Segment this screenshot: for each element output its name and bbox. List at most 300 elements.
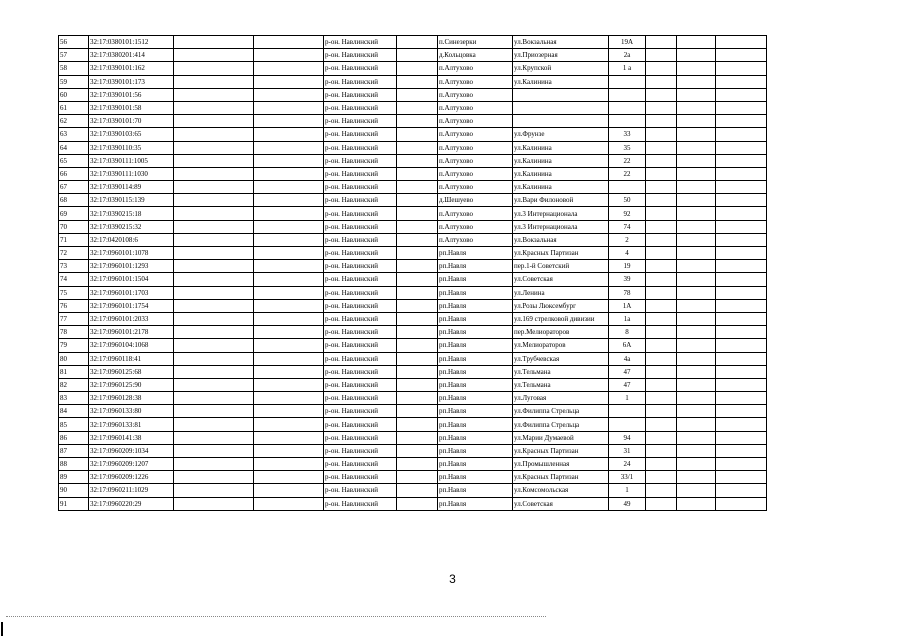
- cell-empty: [677, 458, 716, 471]
- cell-empty: [254, 299, 324, 312]
- cell-empty: [254, 405, 324, 418]
- cell-num: 64: [59, 141, 89, 154]
- cell-empty: [174, 194, 254, 207]
- cell-street: ул.Марии Думаевой: [513, 431, 609, 444]
- cell-empty: [646, 392, 677, 405]
- cell-street: ул.Трубчевская: [513, 352, 609, 365]
- cell-street: ул.Красных Партизан: [513, 444, 609, 457]
- cell-empty: [397, 484, 438, 497]
- cell-house: [609, 101, 646, 114]
- cell-empty: [174, 167, 254, 180]
- cell-locality: д.Кольцовка: [438, 49, 513, 62]
- cell-street: ул.3 Интернационала: [513, 207, 609, 220]
- cell-locality: п.Алтухово: [438, 115, 513, 128]
- cell-cadastral: 32:17:0960133:81: [89, 418, 174, 431]
- cell-empty: [677, 405, 716, 418]
- cell-district: р-он. Навлинский: [324, 154, 397, 167]
- table-row: [59, 365, 767, 378]
- cell-locality: рп.Навля: [438, 418, 513, 431]
- cell-num: 79: [59, 339, 89, 352]
- cell-empty: [174, 181, 254, 194]
- cell-empty: [254, 194, 324, 207]
- cell-empty: [677, 273, 716, 286]
- cell-cadastral: 32:17:0960101:1293: [89, 260, 174, 273]
- cell-empty: [646, 339, 677, 352]
- cell-cadastral: 32:17:0390103:65: [89, 128, 174, 141]
- cell-street: ул.169 стрелковой дивизии: [513, 312, 609, 325]
- cell-empty: [254, 471, 324, 484]
- cell-locality: п.Алтухово: [438, 181, 513, 194]
- table-row: [59, 49, 767, 62]
- cell-district: р-он. Навлинский: [324, 444, 397, 457]
- cell-empty: [716, 444, 767, 457]
- cell-empty: [397, 167, 438, 180]
- cell-locality: п.Алтухово: [438, 128, 513, 141]
- cell-empty: [646, 444, 677, 457]
- cell-locality: рп.Навля: [438, 273, 513, 286]
- cell-house: 31: [609, 444, 646, 457]
- cell-empty: [397, 392, 438, 405]
- cell-street: ул.Крупской: [513, 62, 609, 75]
- cell-empty: [254, 247, 324, 260]
- cell-district: р-он. Навлинский: [324, 352, 397, 365]
- cell-locality: п.Алтухово: [438, 75, 513, 88]
- cell-district: р-он. Навлинский: [324, 299, 397, 312]
- table-row: [59, 247, 767, 260]
- cell-empty: [174, 128, 254, 141]
- cell-street: ул.Тельмана: [513, 378, 609, 391]
- property-registry-table: [58, 35, 767, 511]
- cell-street: ул.Красных Партизан: [513, 247, 609, 260]
- cell-empty: [677, 88, 716, 101]
- cell-empty: [716, 115, 767, 128]
- cell-empty: [397, 299, 438, 312]
- cell-district: р-он. Навлинский: [324, 392, 397, 405]
- cell-empty: [677, 115, 716, 128]
- cell-house: 47: [609, 378, 646, 391]
- cell-empty: [174, 418, 254, 431]
- cell-street: [513, 115, 609, 128]
- cell-district: р-он. Навлинский: [324, 365, 397, 378]
- cell-empty: [397, 471, 438, 484]
- cell-house: [609, 115, 646, 128]
- cell-locality: п.Алтухово: [438, 233, 513, 246]
- cell-empty: [646, 273, 677, 286]
- cell-empty: [646, 62, 677, 75]
- cell-empty: [646, 115, 677, 128]
- cell-street: ул.Филиппа Стрельца: [513, 405, 609, 418]
- cell-empty: [254, 260, 324, 273]
- cell-house: 33: [609, 128, 646, 141]
- cell-empty: [174, 497, 254, 510]
- cell-empty: [716, 365, 767, 378]
- cell-district: р-он. Навлинский: [324, 458, 397, 471]
- cell-street: ул.Луговая: [513, 392, 609, 405]
- table-row: [59, 101, 767, 114]
- cell-house: 1 а: [609, 62, 646, 75]
- table-row: [59, 128, 767, 141]
- table-row: [59, 154, 767, 167]
- cell-locality: рп.Навля: [438, 286, 513, 299]
- cell-empty: [397, 181, 438, 194]
- cell-num: 57: [59, 49, 89, 62]
- cell-num: 72: [59, 247, 89, 260]
- cell-district: р-он. Навлинский: [324, 484, 397, 497]
- cell-cadastral: 32:17:0960128:38: [89, 392, 174, 405]
- cell-empty: [677, 62, 716, 75]
- cell-street: ул.Ленина: [513, 286, 609, 299]
- cell-cadastral: 32:17:0960101:1504: [89, 273, 174, 286]
- cell-empty: [254, 286, 324, 299]
- cell-num: 88: [59, 458, 89, 471]
- cell-empty: [254, 115, 324, 128]
- cell-cadastral: 32:17:0390111:1030: [89, 167, 174, 180]
- cell-locality: п.Алтухово: [438, 141, 513, 154]
- cell-cadastral: 32:17:0960133:80: [89, 405, 174, 418]
- cell-street: ул.Комсомольская: [513, 484, 609, 497]
- table-row: [59, 418, 767, 431]
- cell-cadastral: 32:17:0960220:29: [89, 497, 174, 510]
- cell-district: р-он. Навлинский: [324, 378, 397, 391]
- cell-num: 73: [59, 260, 89, 273]
- cell-empty: [397, 431, 438, 444]
- table-row: [59, 115, 767, 128]
- cell-empty: [716, 260, 767, 273]
- cell-empty: [254, 49, 324, 62]
- cell-house: 50: [609, 194, 646, 207]
- cell-num: 77: [59, 312, 89, 325]
- cell-locality: рп.Навля: [438, 247, 513, 260]
- cell-street: ул.Мелиораторов: [513, 339, 609, 352]
- cell-district: р-он. Навлинский: [324, 339, 397, 352]
- cell-house: 19А: [609, 36, 646, 49]
- cell-empty: [716, 326, 767, 339]
- cell-street: ул.Калинина: [513, 75, 609, 88]
- cell-empty: [397, 273, 438, 286]
- cell-num: 78: [59, 326, 89, 339]
- cell-locality: рп.Навля: [438, 378, 513, 391]
- cell-empty: [254, 431, 324, 444]
- cell-empty: [254, 312, 324, 325]
- cell-empty: [716, 339, 767, 352]
- cell-empty: [716, 352, 767, 365]
- table-row: [59, 497, 767, 510]
- cell-district: р-он. Навлинский: [324, 497, 397, 510]
- cell-num: 67: [59, 181, 89, 194]
- table-row: [59, 220, 767, 233]
- cell-empty: [397, 247, 438, 260]
- cell-district: р-он. Навлинский: [324, 471, 397, 484]
- cell-empty: [254, 75, 324, 88]
- cell-cadastral: 32:17:0960209:1034: [89, 444, 174, 457]
- cell-cadastral: 32:17:0960104:1068: [89, 339, 174, 352]
- cell-street: [513, 88, 609, 101]
- cell-empty: [397, 378, 438, 391]
- cell-locality: п.Алтухово: [438, 88, 513, 101]
- table-row: [59, 458, 767, 471]
- cell-empty: [254, 497, 324, 510]
- cell-empty: [174, 444, 254, 457]
- cell-empty: [646, 260, 677, 273]
- table-row: [59, 431, 767, 444]
- cell-empty: [646, 154, 677, 167]
- cell-empty: [397, 36, 438, 49]
- cell-empty: [646, 286, 677, 299]
- cell-empty: [646, 352, 677, 365]
- cell-cadastral: 32:17:0960101:1703: [89, 286, 174, 299]
- cell-cadastral: 32:17:0390101:162: [89, 62, 174, 75]
- cell-empty: [677, 128, 716, 141]
- cell-empty: [174, 88, 254, 101]
- cell-house: 4: [609, 247, 646, 260]
- cell-empty: [677, 312, 716, 325]
- cell-num: 87: [59, 444, 89, 457]
- cell-num: 85: [59, 418, 89, 431]
- cell-empty: [397, 75, 438, 88]
- cell-num: 82: [59, 378, 89, 391]
- cell-empty: [174, 365, 254, 378]
- cell-empty: [397, 88, 438, 101]
- cell-cadastral: 32:17:0960209:1226: [89, 471, 174, 484]
- cell-locality: д.Шешуево: [438, 194, 513, 207]
- cell-num: 60: [59, 88, 89, 101]
- cell-empty: [716, 247, 767, 260]
- cell-num: 58: [59, 62, 89, 75]
- cell-house: 8: [609, 326, 646, 339]
- cell-empty: [397, 352, 438, 365]
- cell-locality: рп.Навля: [438, 444, 513, 457]
- cell-street: ул.Красных Партизан: [513, 471, 609, 484]
- cell-num: 75: [59, 286, 89, 299]
- cell-empty: [646, 207, 677, 220]
- cell-cadastral: 32:17:0390101:173: [89, 75, 174, 88]
- cell-empty: [646, 141, 677, 154]
- cell-district: р-он. Навлинский: [324, 418, 397, 431]
- cell-house: 22: [609, 154, 646, 167]
- cell-street: ул.Филиппа Стрельца: [513, 418, 609, 431]
- cell-cadastral: 32:17:0390115:139: [89, 194, 174, 207]
- cell-district: р-он. Навлинский: [324, 326, 397, 339]
- cell-num: 66: [59, 167, 89, 180]
- cell-empty: [174, 154, 254, 167]
- cell-house: 74: [609, 220, 646, 233]
- cell-district: р-он. Навлинский: [324, 220, 397, 233]
- cell-empty: [174, 207, 254, 220]
- cell-empty: [677, 141, 716, 154]
- cell-cadastral: 32:17:0390111:1005: [89, 154, 174, 167]
- table-row: [59, 233, 767, 246]
- cell-empty: [646, 378, 677, 391]
- cell-district: р-он. Навлинский: [324, 181, 397, 194]
- cell-empty: [254, 233, 324, 246]
- cell-empty: [254, 444, 324, 457]
- cell-house: 92: [609, 207, 646, 220]
- cell-num: 89: [59, 471, 89, 484]
- table-row: [59, 75, 767, 88]
- cell-house: 94: [609, 431, 646, 444]
- cell-empty: [716, 431, 767, 444]
- table-row: [59, 194, 767, 207]
- cell-street: ул.Тельмана: [513, 365, 609, 378]
- cell-empty: [174, 312, 254, 325]
- cell-cadastral: 32:17:0960118:41: [89, 352, 174, 365]
- cell-empty: [254, 167, 324, 180]
- cell-empty: [397, 260, 438, 273]
- cell-cadastral: 32:17:0960211:1029: [89, 484, 174, 497]
- cell-locality: рп.Навля: [438, 339, 513, 352]
- cell-district: р-он. Навлинский: [324, 115, 397, 128]
- cell-cadastral: 32:17:0380101:1512: [89, 36, 174, 49]
- cell-empty: [677, 181, 716, 194]
- cell-empty: [677, 352, 716, 365]
- cell-empty: [646, 484, 677, 497]
- cell-cadastral: 32:17:0960101:1078: [89, 247, 174, 260]
- cell-district: р-он. Навлинский: [324, 247, 397, 260]
- table-row: [59, 299, 767, 312]
- cell-empty: [397, 128, 438, 141]
- cell-locality: рп.Навля: [438, 392, 513, 405]
- cell-empty: [716, 128, 767, 141]
- cell-num: 84: [59, 405, 89, 418]
- cell-empty: [397, 444, 438, 457]
- cell-num: 90: [59, 484, 89, 497]
- cell-empty: [174, 49, 254, 62]
- cell-house: 47: [609, 365, 646, 378]
- cell-empty: [397, 312, 438, 325]
- cell-empty: [677, 431, 716, 444]
- cell-empty: [646, 431, 677, 444]
- cell-empty: [646, 458, 677, 471]
- table-row: [59, 88, 767, 101]
- cell-empty: [174, 233, 254, 246]
- cell-cadastral: 32:17:0960209:1207: [89, 458, 174, 471]
- cell-empty: [174, 392, 254, 405]
- table-row: [59, 260, 767, 273]
- cell-empty: [174, 326, 254, 339]
- cell-cadastral: 32:17:0960101:1754: [89, 299, 174, 312]
- cell-empty: [677, 378, 716, 391]
- cell-house: 22: [609, 167, 646, 180]
- cell-district: р-он. Навлинский: [324, 167, 397, 180]
- cell-locality: п.Алтухово: [438, 62, 513, 75]
- cell-empty: [677, 233, 716, 246]
- cell-house: 1: [609, 484, 646, 497]
- cell-street: ул.Калинина: [513, 141, 609, 154]
- cell-street: ул.Вокзальная: [513, 233, 609, 246]
- table-body: [59, 36, 767, 511]
- cell-locality: рп.Навля: [438, 458, 513, 471]
- cell-num: 81: [59, 365, 89, 378]
- cell-house: 1А: [609, 299, 646, 312]
- table-row: [59, 378, 767, 391]
- cell-num: 86: [59, 431, 89, 444]
- cell-cadastral: 32:17:0960101:2033: [89, 312, 174, 325]
- cell-empty: [716, 273, 767, 286]
- cell-empty: [677, 365, 716, 378]
- cell-empty: [254, 365, 324, 378]
- cell-empty: [397, 458, 438, 471]
- cell-empty: [677, 247, 716, 260]
- cell-empty: [646, 405, 677, 418]
- cell-empty: [716, 194, 767, 207]
- cell-district: р-он. Навлинский: [324, 431, 397, 444]
- cell-empty: [716, 181, 767, 194]
- cell-empty: [174, 36, 254, 49]
- cell-house: 6А: [609, 339, 646, 352]
- cell-cadastral: 32:17:0390101:58: [89, 101, 174, 114]
- cell-empty: [254, 273, 324, 286]
- cell-empty: [174, 458, 254, 471]
- cell-empty: [254, 458, 324, 471]
- cell-district: р-он. Навлинский: [324, 101, 397, 114]
- cell-empty: [254, 101, 324, 114]
- cell-empty: [716, 62, 767, 75]
- cell-empty: [677, 497, 716, 510]
- cell-empty: [716, 418, 767, 431]
- cell-cadastral: 32:17:0380201:414: [89, 49, 174, 62]
- cell-empty: [677, 418, 716, 431]
- cell-locality: рп.Навля: [438, 260, 513, 273]
- cell-num: 65: [59, 154, 89, 167]
- cell-empty: [254, 207, 324, 220]
- cell-locality: рп.Навля: [438, 484, 513, 497]
- table-row: [59, 484, 767, 497]
- cell-street: ул.Советская: [513, 497, 609, 510]
- cell-empty: [646, 326, 677, 339]
- cell-empty: [174, 62, 254, 75]
- cell-cadastral: 32:17:0960125:90: [89, 378, 174, 391]
- cell-empty: [716, 299, 767, 312]
- cell-empty: [397, 207, 438, 220]
- cell-district: р-он. Навлинский: [324, 49, 397, 62]
- table-row: [59, 273, 767, 286]
- cell-district: р-он. Навлинский: [324, 405, 397, 418]
- cell-empty: [254, 352, 324, 365]
- cell-empty: [646, 88, 677, 101]
- cell-locality: рп.Навля: [438, 471, 513, 484]
- cell-street: ул.Розы Люксембург: [513, 299, 609, 312]
- cell-empty: [677, 220, 716, 233]
- cell-num: 70: [59, 220, 89, 233]
- cell-district: р-он. Навлинский: [324, 286, 397, 299]
- cell-empty: [716, 207, 767, 220]
- cell-house: [609, 75, 646, 88]
- cell-district: р-он. Навлинский: [324, 207, 397, 220]
- cell-district: р-он. Навлинский: [324, 128, 397, 141]
- table-row: [59, 339, 767, 352]
- cell-empty: [677, 36, 716, 49]
- cell-district: р-он. Навлинский: [324, 194, 397, 207]
- cell-empty: [397, 220, 438, 233]
- cell-house: 1: [609, 392, 646, 405]
- cell-empty: [254, 484, 324, 497]
- cell-empty: [677, 154, 716, 167]
- table-row: [59, 392, 767, 405]
- cell-locality: п.Алтухово: [438, 167, 513, 180]
- cell-empty: [646, 194, 677, 207]
- cell-empty: [397, 62, 438, 75]
- cell-street: ул.Приозерная: [513, 49, 609, 62]
- cell-street: ул.Калинина: [513, 154, 609, 167]
- cell-empty: [174, 75, 254, 88]
- cell-empty: [677, 471, 716, 484]
- cell-empty: [397, 365, 438, 378]
- cell-empty: [174, 352, 254, 365]
- cell-district: р-он. Навлинский: [324, 36, 397, 49]
- cell-empty: [254, 378, 324, 391]
- cell-locality: рп.Навля: [438, 365, 513, 378]
- cell-num: 62: [59, 115, 89, 128]
